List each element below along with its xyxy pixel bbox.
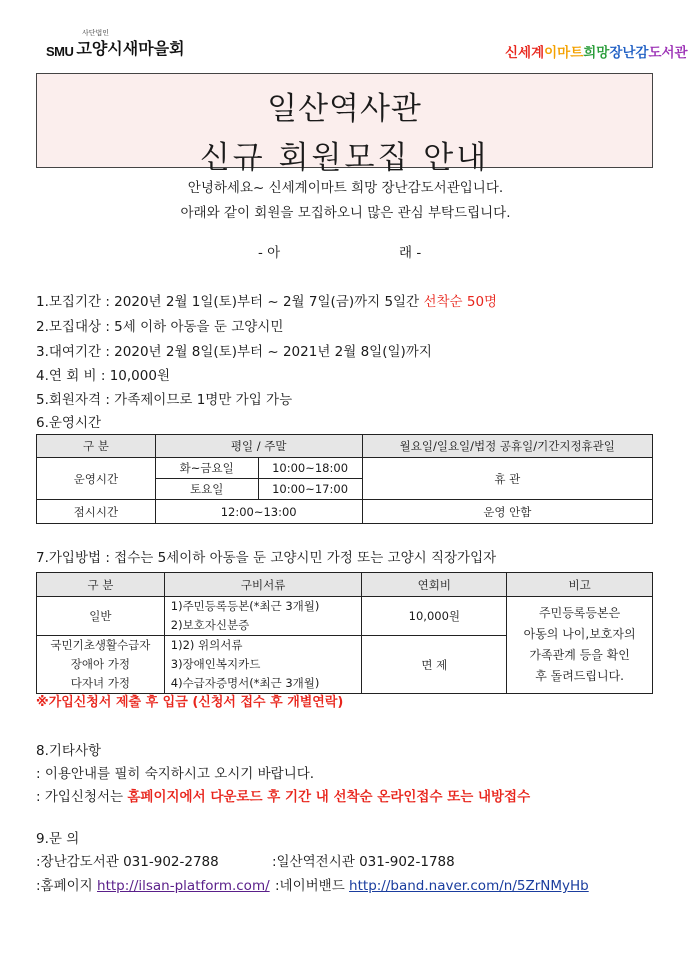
join-note-line1: 주민등록등본은 [539, 606, 621, 620]
join-note-line2: 아동의 나이,보호자의 [523, 627, 636, 641]
intro-line-1: 안녕하세요~ 신세계이마트 희망 장난감도서관입니다. [187, 180, 504, 196]
table-row [37, 597, 653, 636]
etc-line-2 [36, 785, 530, 805]
intro-line-2: 아래와 같이 회원을 모집하오니 많은 관심 부탁드립니다. [180, 205, 511, 221]
hours-row2-holiday: 운영 안함 [362, 500, 652, 524]
library-logo-graphic [503, 36, 688, 66]
join-row1-docs [164, 597, 362, 636]
join-header-note: 비고 [507, 573, 653, 597]
item-target: 2.모집대상 : 5세 이하 아동을 둔 고양시민 [36, 319, 284, 335]
library-logo [503, 36, 688, 66]
homepage-link[interactable]: http://ilsan-platform.com/ [97, 878, 270, 894]
band-label: :네이버밴드 [275, 878, 350, 894]
hours-row2-time: 12:00~13:00 [155, 500, 362, 524]
item-period-text: 1.모집기간 : 2020년 2월 1일(토)부터 ~ 2월 7일(금)까지 5일간 [36, 294, 424, 310]
join-note-line3: 가족관계 등을 확인 [529, 648, 630, 662]
join-row2-doc1: 1)2) 위의서류 [170, 638, 243, 652]
below-marker-right: 래 - [399, 245, 422, 261]
notice-text: ※가입신청서 제출 후 입금 (신청서 접수 후 개별연락) [36, 695, 344, 710]
join-row2-fee: 면 제 [362, 636, 507, 694]
hours-row1-day2: 토요일 [155, 479, 258, 500]
hours-row1-holiday: 휴 관 [362, 458, 652, 500]
hours-row1-time1: 10:00~18:00 [258, 458, 362, 479]
join-row2-label3: 다자녀 가정 [70, 676, 130, 690]
join-row1-doc1: 1)주민등록등본(*최근 3개월) [170, 599, 320, 613]
etc-line-2-highlight: 홈페이지에서 다운로드 후 기간 내 선착순 온라인접수 또는 내방접수 [127, 789, 531, 805]
homepage-label: :홈페이지 [36, 878, 98, 894]
table-row [37, 500, 653, 524]
hours-row2-label: 점시시간 [37, 500, 156, 524]
join-table-header [37, 573, 653, 597]
org-small-label: 사단법인 [82, 29, 110, 37]
join-row1-fee: 10,000원 [362, 597, 507, 636]
join-row1-label: 일반 [37, 597, 165, 636]
join-row1-doc2: 2)보호자신분증 [170, 618, 250, 632]
item-qualification: 5.회원자격 : 가족제이므로 1명만 가입 가능 [36, 392, 293, 408]
etc-heading: 8.기타사항 [36, 743, 102, 759]
hours-row1-time2: 10:00~17:00 [258, 479, 362, 500]
join-row2-label [37, 636, 165, 694]
join-header-section: 구 분 [37, 573, 165, 597]
item-period [36, 290, 497, 310]
below-marker-left: - 아 [258, 245, 281, 261]
item-period-highlight: 선착순 50명 [423, 294, 498, 310]
hours-header-holiday: 월요일/일요일/법정 공휴일/기간지정휴관일 [362, 435, 652, 458]
org-logo [46, 29, 185, 59]
join-header-fee: 연회비 [362, 573, 507, 597]
contact-band [275, 874, 589, 894]
page-title: 일산역사관 [267, 91, 422, 127]
hours-row1-label: 운영시간 [37, 458, 156, 500]
join-row2-label2: 장애아 가정 [70, 657, 130, 671]
page-header [0, 0, 691, 72]
band-link[interactable]: http://band.naver.com/n/5ZrNMyHb [349, 878, 589, 894]
org-name: 고양시새마을회 [76, 39, 185, 58]
hours-header-weekday: 평일 / 주말 [155, 435, 362, 458]
table-row [37, 458, 653, 479]
join-row2-docs [164, 636, 362, 694]
hours-row1-day1: 화~금요일 [155, 458, 258, 479]
org-mark: SMU [46, 44, 74, 59]
etc-line-2-prefix: : 가입신청서는 [36, 789, 128, 805]
join-table [36, 572, 653, 694]
library-logo-text: 신세계이마트희망장난감도서관 [505, 45, 688, 61]
join-row2-doc2: 3)장애인복지카드 [170, 657, 261, 671]
hours-table-header [37, 435, 653, 458]
etc-line-1: : 이용안내를 필히 숙지하시고 오시기 바랍니다. [36, 766, 315, 782]
join-row2-label1: 국민기초생활수급자 [50, 638, 151, 652]
item-hours-heading: 6.운영시간 [36, 415, 102, 431]
item-fee: 4.연 회 비 : 10,000원 [36, 368, 170, 384]
contact-lib2: :일산역전시관 031-902-1788 [272, 854, 455, 870]
item-join-heading: 7.가입방법 : 접수는 5세이하 아동을 둔 고양시민 가정 또는 고양시 직장가입자 [36, 550, 497, 566]
item-rental: 3.대여기간 : 2020년 2월 8일(토)부터 ~ 2021년 2월 8일(일)까지 [36, 344, 432, 360]
join-header-docs: 구비서류 [164, 573, 362, 597]
title-box [36, 73, 653, 176]
join-row2-doc3: 4)수급자증명서(*최근 3개월) [170, 676, 320, 690]
page-subtitle: 신규 회원모집 안내 [199, 140, 490, 176]
contact-lib1: :장난감도서관 031-902-2788 [36, 854, 219, 870]
contact-homepage [36, 874, 270, 894]
hours-header-section: 구 분 [37, 435, 156, 458]
hours-table [36, 434, 653, 524]
join-note-line4: 후 돌려드립니다. [535, 669, 624, 683]
contact-heading: 9.문 의 [36, 831, 80, 847]
join-note [507, 597, 653, 694]
